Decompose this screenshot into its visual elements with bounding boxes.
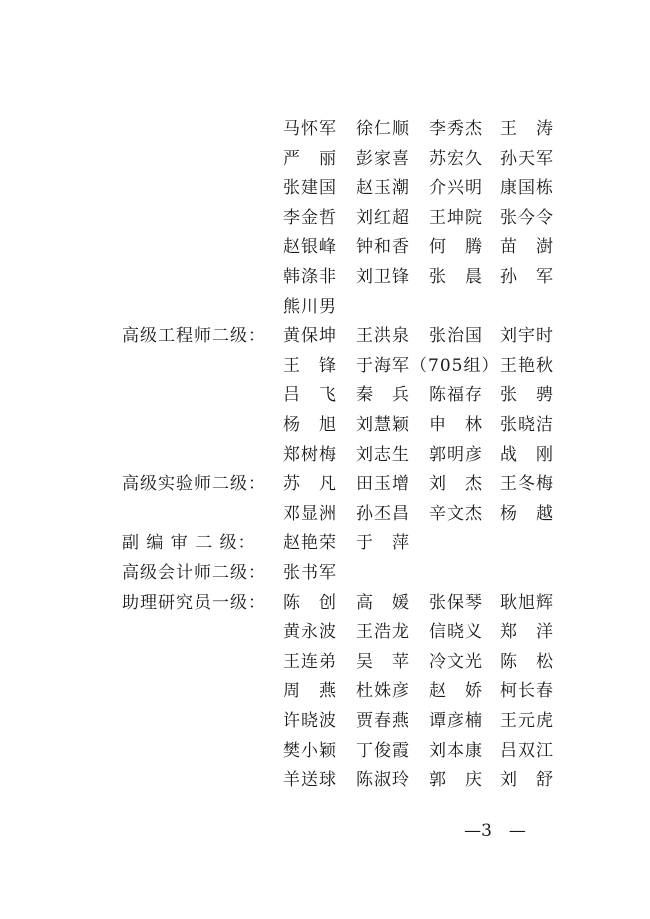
list-row	[0, 588, 650, 618]
person-name: 柯长春	[500, 681, 554, 701]
person-name: 张 骋	[500, 385, 554, 405]
person-name: 刘志生	[356, 445, 410, 465]
person-name: 王艳秋	[500, 356, 554, 376]
list-row	[0, 706, 650, 736]
person-name: 王浩龙	[356, 622, 410, 642]
person-name: 田玉增	[356, 474, 410, 494]
person-name: 李金哲	[283, 208, 337, 228]
person-name: 于 萍	[356, 533, 410, 553]
list-row	[0, 617, 650, 647]
rank-label: 高级实验师二级：	[122, 474, 266, 494]
list-row	[0, 499, 650, 529]
person-name: 张保琴	[429, 593, 483, 613]
person-name: 康国栋	[500, 178, 554, 198]
list-row	[0, 262, 650, 292]
person-name: 刘红超	[356, 208, 410, 228]
person-name: 孙天军	[500, 149, 554, 169]
person-name: 彭家喜	[356, 149, 410, 169]
person-name: 吕双江	[500, 741, 554, 761]
person-name: 黄保坤	[283, 326, 337, 346]
list-row	[0, 351, 650, 381]
list-row	[0, 114, 650, 144]
person-name: 刘宇时	[500, 326, 554, 346]
person-name: 杜姝彦	[356, 681, 410, 701]
list-row	[0, 144, 650, 174]
list-row	[0, 380, 650, 410]
person-name: 于海军（705组）	[356, 356, 500, 376]
person-name: 冷文光	[429, 652, 483, 672]
person-name: 张 晨	[429, 267, 483, 287]
person-name: 熊川男	[283, 297, 337, 317]
person-name: 刘卫锋	[356, 267, 410, 287]
person-name: 刘 杰	[429, 474, 483, 494]
list-row	[0, 528, 650, 558]
person-name: 丁俊霞	[356, 741, 410, 761]
person-name: 马怀军	[283, 119, 337, 139]
person-name: 贾春燕	[356, 711, 410, 731]
person-name: 钟和香	[356, 237, 410, 257]
person-name: 张建国	[283, 178, 337, 198]
person-name: 赵玉潮	[356, 178, 410, 198]
person-name: 李秀杰	[429, 119, 483, 139]
person-name: 王洪泉	[356, 326, 410, 346]
person-name: 韩涤非	[283, 267, 337, 287]
person-name: 王元虎	[500, 711, 554, 731]
person-name: 赵银峰	[283, 237, 337, 257]
list-row	[0, 232, 650, 262]
person-name: 樊小颖	[283, 741, 337, 761]
person-name: 王 涛	[500, 119, 554, 139]
rank-label: 高级会计师二级：	[122, 563, 266, 583]
rank-label: 高级工程师二级：	[122, 326, 266, 346]
person-name: 秦 兵	[356, 385, 410, 405]
person-name: 吕 飞	[283, 385, 337, 405]
person-name: 邓显洲	[283, 504, 337, 524]
person-name: 战 刚	[500, 445, 554, 465]
person-name: 杨 越	[500, 504, 554, 524]
list-row	[0, 203, 650, 233]
list-row	[0, 736, 650, 766]
person-name: 郭 庆	[429, 770, 483, 790]
person-name: 孙 军	[500, 267, 554, 287]
person-name: 郑树梅	[283, 445, 337, 465]
list-row	[0, 676, 650, 706]
person-name: 徐仁顺	[356, 119, 410, 139]
rank-label: 助理研究员一级：	[122, 593, 266, 613]
person-name: 孙丕昌	[356, 504, 410, 524]
person-name: 郭明彦	[429, 445, 483, 465]
person-name: 羊送球	[283, 770, 337, 790]
person-name: 吴 苹	[356, 652, 410, 672]
list-row	[0, 410, 650, 440]
person-name: 张今令	[500, 208, 554, 228]
rank-label: 副 编 审 二 级：	[122, 533, 256, 553]
person-name: 刘本康	[429, 741, 483, 761]
person-name: 耿旭辉	[500, 593, 554, 613]
person-name: 郑 洋	[500, 622, 554, 642]
person-name: 申 林	[429, 415, 483, 435]
person-name: 张治国	[429, 326, 483, 346]
person-name: 严 丽	[283, 149, 337, 169]
person-name: 高 媛	[356, 593, 410, 613]
person-name: 信晓义	[429, 622, 483, 642]
person-name: 王冬梅	[500, 474, 554, 494]
person-name: 许晓波	[283, 711, 337, 731]
page-number: —3 —	[464, 821, 526, 841]
list-row	[0, 440, 650, 470]
list-row	[0, 765, 650, 795]
person-name: 陈 创	[283, 593, 337, 613]
person-name: 陈福存	[429, 385, 483, 405]
person-name: 辛文杰	[429, 504, 483, 524]
person-name: 何 腾	[429, 237, 483, 257]
list-row	[0, 321, 650, 351]
list-row	[0, 173, 650, 203]
person-name: 苏 凡	[283, 474, 337, 494]
person-name: 介兴明	[429, 178, 483, 198]
person-name: 刘慧颖	[356, 415, 410, 435]
person-name: 赵 娇	[429, 681, 483, 701]
person-name: 王连弟	[283, 652, 337, 672]
person-name: 周 燕	[283, 681, 337, 701]
list-row	[0, 558, 650, 588]
person-name: 张晓洁	[500, 415, 554, 435]
list-row	[0, 292, 650, 322]
person-name: 陈淑玲	[356, 770, 410, 790]
person-name: 赵艳荣	[283, 533, 337, 553]
person-name: 苗 澍	[500, 237, 554, 257]
person-name: 杨 旭	[283, 415, 337, 435]
person-name: 张书军	[283, 563, 337, 583]
person-name: 黄永波	[283, 622, 337, 642]
person-name: 陈 松	[500, 652, 554, 672]
person-name: 王 锋	[283, 356, 337, 376]
person-name: 刘 舒	[500, 770, 554, 790]
list-row	[0, 647, 650, 677]
person-name: 苏宏久	[429, 149, 483, 169]
list-row	[0, 469, 650, 499]
person-name: 谭彦楠	[429, 711, 483, 731]
person-name: 王坤院	[429, 208, 483, 228]
